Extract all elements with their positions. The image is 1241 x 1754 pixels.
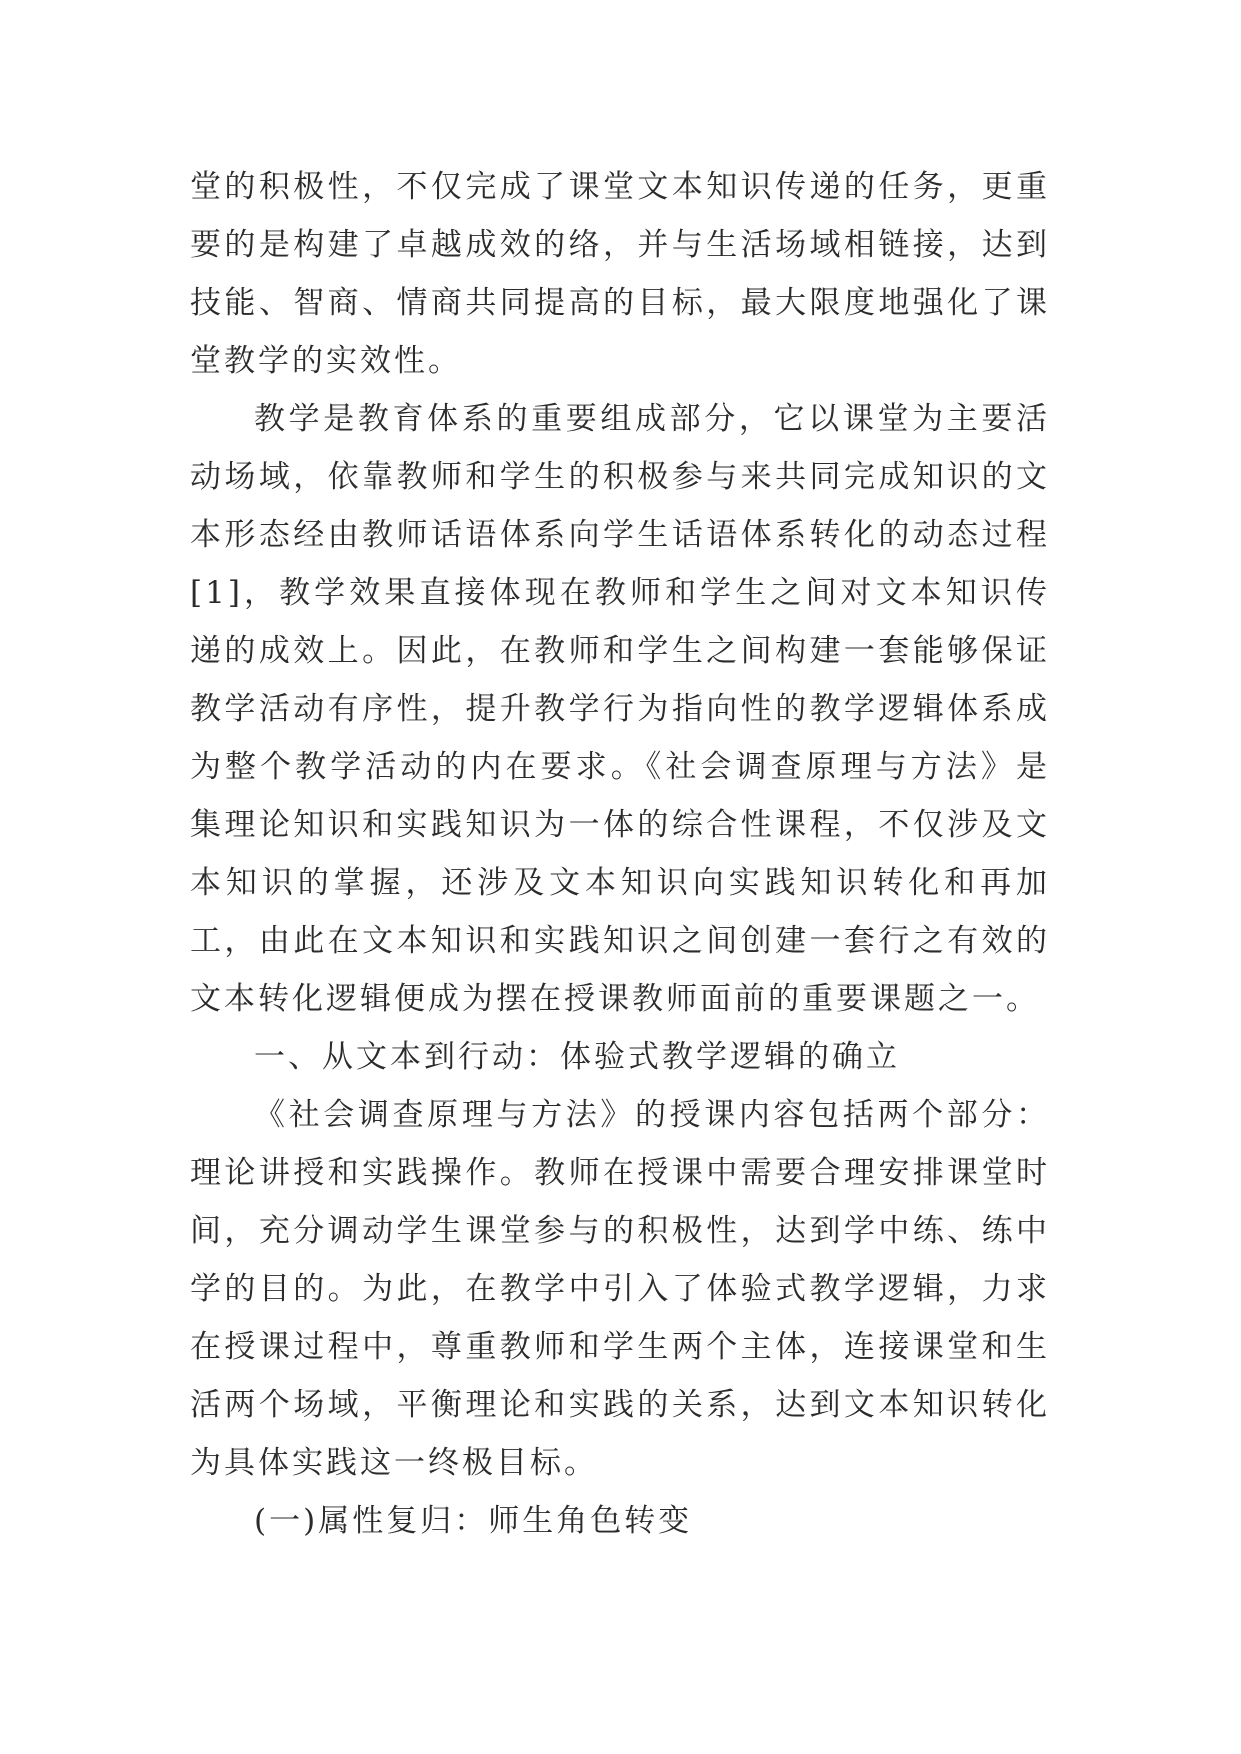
subsection-heading-1: (一)属性复归：师生角色转变 (254, 1503, 693, 1539)
section-heading-1: 一、从文本到行动：体验式教学逻辑的确立 (254, 1039, 900, 1075)
document-body (190, 158, 1050, 1550)
paragraph-teaching-system: 教学是教育体系的重要组成部分，它以课堂为主要活动场域，依靠教师和学生的积极参与来共同完成知识的文本形态经由教师话语体系向学生话语体系转化的动态过程[1]，教学效果直接体现在教师和学生之间对文本知识传递的成效上。因此，在教师和学生之间构建一套能够保证教学活动有序性，提升教学行为指向性的教学逻辑体系成为整个教学活动的内在要求。《社会调查原理与方法》是集理论知识和实践知识为一体的综合性课程，不仅涉及文本知识的掌握，还涉及文本知识向实践知识转化和再加工，由此在文本知识和实践知识之间创建一套行之有效的文本转化逻辑便成为摆在授课教师面前的重要课题之一。 (190, 401, 1050, 1017)
paragraph-continuation: 堂的积极性，不仅完成了课堂文本知识传递的任务，更重要的是构建了卓越成效的络，并与生活场域相链接，达到技能、智商、情商共同提高的目标，最大限度地强化了课堂教学的实效性。 (190, 169, 1050, 379)
paragraph-course-content: 《社会调查原理与方法》的授课内容包括两个部分：理论讲授和实践操作。教师在授课中需要合理安排课堂时间，充分调动学生课堂参与的积极性，达到学中练、练中学的目的。为此，在教学中引入了体验式教学逻辑，力求在授课过程中，尊重教师和学生两个主体，连接课堂和生活两个场域，平衡理论和实践的关系，达到文本知识转化为具体实践这一终极目标。 (190, 1097, 1050, 1481)
